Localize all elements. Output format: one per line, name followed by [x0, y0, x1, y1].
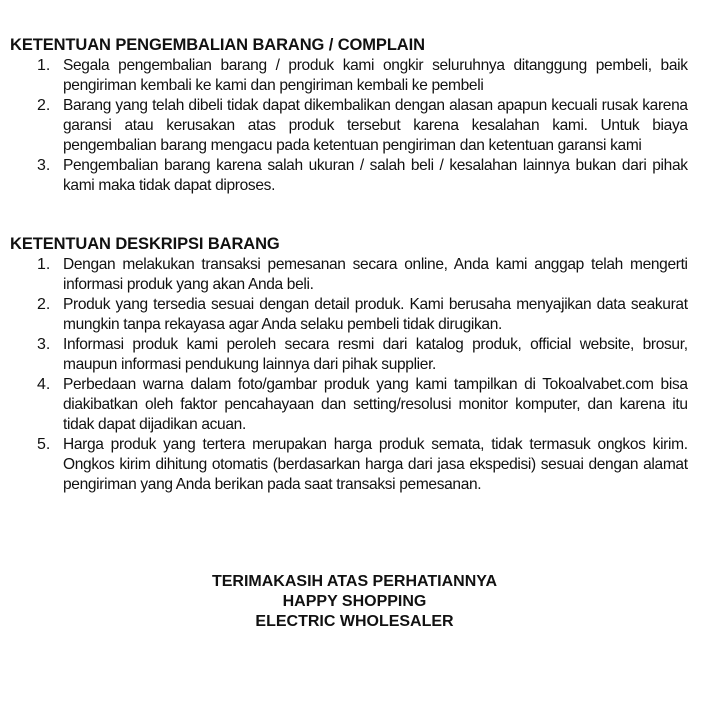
- description-policy-list: [0, 255, 709, 495]
- item-number: 1.: [37, 256, 51, 273]
- list-item: [0, 375, 709, 435]
- list-item: [0, 295, 709, 335]
- list-item: [0, 255, 709, 295]
- closing-message: [0, 572, 709, 632]
- item-number: 3.: [37, 336, 51, 353]
- item-number: 5.: [37, 436, 51, 453]
- list-item: [0, 335, 709, 375]
- closing-company-name: ELECTRIC WHOLESALER: [255, 613, 454, 630]
- list-item: [0, 156, 709, 196]
- item-number: 2.: [37, 97, 51, 114]
- item-text: Harga produk yang tertera merupakan harga produk semata, tidak termasuk ongkos kirim. Ongkos kirim dihitung otomatis (berdasarkan harga dari jasa ekspedisi) sesuai dengan alamat pengiriman yang Anda berikan pada saat transaksi pemesanan.: [63, 436, 688, 493]
- item-text: Barang yang telah dibeli tidak dapat dikembalikan dengan alasan apapun kecuali rusak karena garansi atau kerusakan atas produk tersebut karena kesalahan kami. Untuk biaya pengembalian barang mengacu pada ketentuan pengiriman dan ketentuan garansi kami: [63, 97, 688, 154]
- item-number: 3.: [37, 157, 51, 174]
- list-item: [0, 56, 709, 96]
- section-title-description: KETENTUAN DESKRIPSI BARANG: [10, 235, 280, 253]
- item-text: Perbedaan warna dalam foto/gambar produk yang kami tampilkan di Tokoalvabet.com bisa diakibatkan oleh faktor pencahayaan dan setting/resolusi monitor komputer, dan karena itu tidak dapat dijadikan acuan.: [63, 376, 688, 433]
- list-item: [0, 435, 709, 495]
- item-text: Informasi produk kami peroleh secara resmi dari katalog produk, official website, brosur, maupun informasi pendukung lainnya dari pihak supplier.: [63, 336, 688, 373]
- item-number: 4.: [37, 376, 51, 393]
- list-item: [0, 96, 709, 156]
- item-text: Produk yang tersedia sesuai dengan detail produk. Kami berusaha menyajikan data seakurat mungkin tanpa rekayasa agar Anda selaku pembeli tidak dirugikan.: [63, 296, 688, 333]
- item-number: 2.: [37, 296, 51, 313]
- section-title-return-policy: KETENTUAN PENGEMBALIAN BARANG / COMPLAIN: [10, 36, 425, 54]
- item-text: Pengembalian barang karena salah ukuran / salah beli / kesalahan lainnya bukan dari pihak kami maka tidak dapat diproses.: [63, 157, 688, 194]
- closing-happy-shopping: HAPPY SHOPPING: [282, 593, 427, 610]
- return-policy-list: [0, 56, 709, 196]
- closing-thanks: TERIMAKASIH ATAS PERHATIANNYA: [211, 573, 498, 590]
- item-number: 1.: [37, 57, 51, 74]
- item-text: Dengan melakukan transaksi pemesanan secara online, Anda kami anggap telah mengerti informasi produk yang akan Anda beli.: [63, 256, 688, 293]
- item-text: Segala pengembalian barang / produk kami ongkir seluruhnya ditanggung pembeli, baik pengiriman kembali ke kami dan pengiriman kembali ke pembeli: [63, 57, 688, 94]
